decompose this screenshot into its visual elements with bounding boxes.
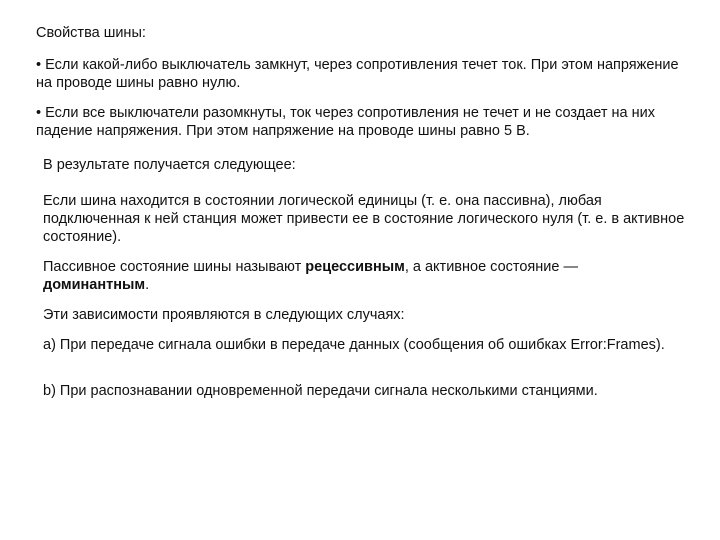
dominant-term: доминантным	[43, 277, 146, 293]
case-a: а) При передаче сигнала ошибки в передаче данных (сообщения об ошибках Error:Frames).	[43, 337, 665, 353]
passive-state-paragraph	[43, 258, 683, 294]
cases-intro: Эти зависимости проявляются в следующих случаях:	[43, 307, 405, 323]
passive-text-end: .	[145, 277, 150, 293]
passive-text-mid: , а активное состояние —	[404, 259, 578, 275]
recessive-term: рецессивным	[305, 259, 405, 275]
passive-text-start: Пассивное состояние шины называют	[43, 259, 306, 275]
result-line: В результате получается следующее:	[43, 157, 296, 173]
case-b: b) При распознавании одновременной передачи сигнала несколькими станциями.	[43, 383, 598, 399]
bullet-closed-switch: • Если какой-либо выключатель замкнут, через сопротивления течет ток. При этом напряжение на проводе шины равно нулю.	[36, 57, 679, 91]
bullet-open-switches: • Если все выключатели разомкнуты, ток через сопротивления не течет и не создает на них падение напряжения. При этом напряжение на проводе шины равно 5 В.	[36, 105, 655, 139]
slide-heading: Свойства шины:	[36, 25, 146, 41]
logic-paragraph: Если шина находится в состоянии логической единицы (т. е. она пассивна), любая подключенная к ней станция может привести ее в состояние логического нуля (т. е. в активное состояние).	[43, 193, 685, 245]
